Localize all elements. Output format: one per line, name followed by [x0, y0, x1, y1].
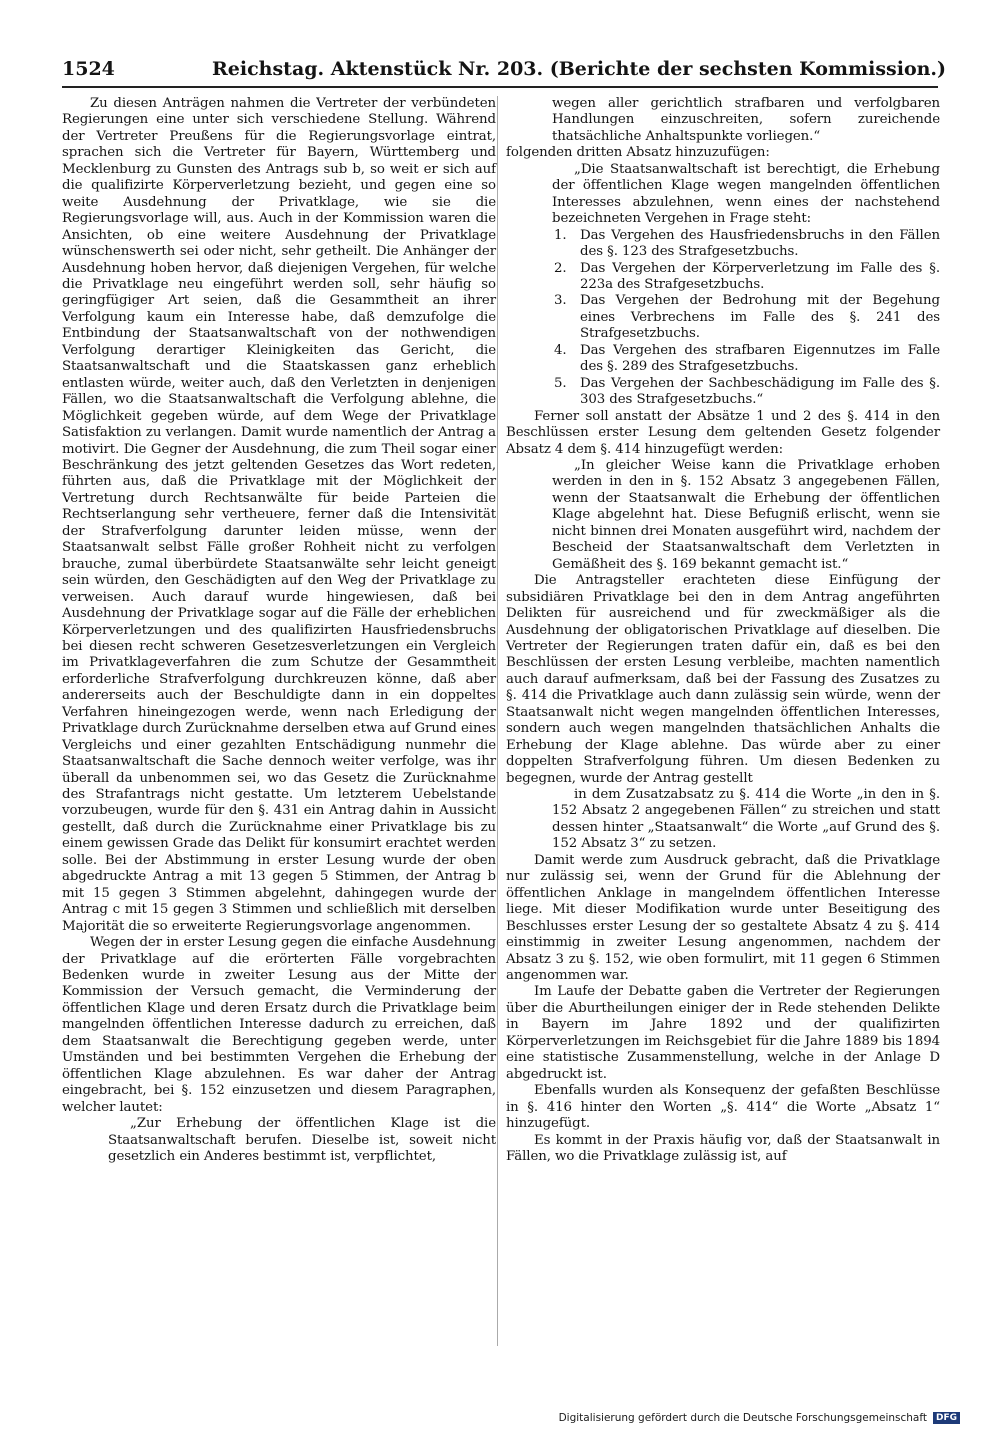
paragraph: Die Antragsteller erachteten diese Einfügung der subsidiären Privatklage bei den in dem Antrag angeführten Delikten für ausreichend und für zweckmäßiger als die Ausdehnung der obligatorischen Privatklage auf dieselben. Die Vertreter der Regierungen traten dafür ein, daß es bei den Beschlüssen der ersten Lesung verbleibe, machten namentlich auch darauf aufmerksam, daß bei der Fassung des Zusatzes zu §. 414 die Privatklage auch dann zulässig sein würde, wenn der Staatsanwalt nicht wegen mangelnden öffentlichen Interesses, sondern auch wegen mangelnden thatsächlichen Anhalts die Erhebung der Klage ablehne. Das würde aber zu einer doppelten Strafverfolgung führen. Um diesen Bedenken zu begegnen, wurde der Antrag gestellt — [506, 573, 940, 786]
right-column — [506, 96, 940, 1165]
list-item: 1. Das Vergehen des Hausfriedensbruchs in den Fällen des §. 123 des Strafgesetzbuchs. — [554, 227, 940, 260]
quotation: in dem Zusatzabsatz zu §. 414 die Worte „in den in §. 152 Absatz 2 angegebenen Fällen“ zu streichen und statt dessen hinter „Staatsanwalt“ die Worte „auf Grund des §. 152 Absatz 3“ zu setzen. — [552, 787, 940, 852]
quotation: „Die Staatsanwaltschaft ist berechtigt, die Erhebung der öffentlichen Klage wegen mangelnden öffentlichen Interesses abzulehnen, wenn eines der nachstehend bezeichneten Vergehen in Frage steht: — [552, 161, 940, 227]
paragraph: Wegen der in erster Lesung gegen die einfache Ausdehnung der Privatklage auf die erörterten Fälle vorgebrachten Bedenken wurde in zweiter Lesung aus der Mitte der Kommission der Versuch gemacht, die Verminderung der öffentlichen Klage und deren Ersatz durch die Privatklage beim mangelnden öffentlichen Interesse dadurch zu erreichen, daß dem Staatsanwalt die Berechtigung gegeben werde, unter Umständen und bei bestimmten Vergehen die Erhebung der öffentlichen Klage abzulehnen. Es war daher der Antrag eingebracht, bei §. 152 einzusetzen und diesem Paragraphen, welcher lautet: — [62, 935, 496, 1115]
running-title: Reichstag. Aktenstück Nr. 203. (Berichte der sechsten Kommission.) — [212, 58, 947, 80]
column-separator — [497, 96, 498, 1346]
quotation-continued: wegen aller gerichtlich strafbaren und verfolgbaren Handlungen einzuschreiten, sofern zureichende thatsächliche Anhaltspunkte vorliegen.“ — [552, 96, 940, 144]
paragraph: Zu diesen Anträgen nahmen die Vertreter der verbündeten Regierungen eine unter sich verschiedene Stellung. Während der Vertreter Preußens für die Regierungsvorlage eintrat, sprachen sich die Vertreter für Bayern, Württemberg und Mecklenburg zu Gunsten des Antrags sub b, so weit er sich auf die qualifizirte Körperverletzung bezieht, und gegen eine so weite Ausdehnung der Privatklage, wie sie die Regierungsvorlage will, aus. Auch in der Kommission waren die Ansichten, ob eine weitere Ausdehnung der Privatklage wünschenswerth sei oder nicht, sehr getheilt. Die Anhänger der Ausdehnung hoben hervor, daß diejenigen Vergehen, für welche die Privatklage neu eingeführt werden soll, sehr häufig so geringfügiger Art seien, daß die Gesammtheit an ihrer Verfolgung kaum ein Interesse habe, daß demzufolge die Entbindung der Staatsanwaltschaft von der nothwendigen Verfolgung derartiger Kleinigkeiten das Gericht, die Staatsanwaltschaft und die Staatskassen ganz erheblich entlasten würde, weiter auch, daß den Verletzten in denjenigen Fällen, wo die Staatsanwaltschaft die Verfolgung ablehne, die Möglichkeit gegeben würde, auf dem Wege der Privatklage Satisfaktion zu verlangen. Damit wurde namentlich der Antrag a motivirt. Die Gegner der Ausdehnung, die zum Theil sogar einer Beschränkung des jetzt geltenden Gesetzes das Wort redeten, führten aus, daß die Privatklage mit der Möglichkeit der Vertretung durch Rechtsanwälte für beide Parteien die Rechtserlangung sehr vertheuere, ferner daß die Intensivität der Strafverfolgung darunter leiden müsse, wenn der Staatsanwalt selbst Fälle großer Rohheit nicht zu verfolgen brauche, zumal überbürdete Staatsanwälte sehr leicht geneigt sein würden, den Geschädigten auf den Weg der Privatklage zu verweisen. Auch darauf wurde hingewiesen, daß bei Ausdehnung der Privatklage sogar auf die Fälle der erheblichen Körperverletzungen und des qualifizirten Hausfriedensbruchs bei diesen recht schweren Gesetzesverletzungen ein Vergleich im Privatklageverfahren die zum Schutze der Gesammtheit erforderliche Strafverfolgung durchkreuzen könne, daß aber andererseits auch der Beschuldigte dann in ein doppeltes Verfahren hineingezogen werde, wenn nach Erledigung der Privatklage durch Zurücknahme derselben etwa auf Grund eines Vergleichs und einer gezahlten Entschädigung nunmehr die Staatsanwaltschaft die Sache dennoch weiter verfolge, was ihr überall da unbenommen sei, wo das Gesetz die Zurücknahme des Strafantrags nicht gestatte. Um letzterem Uebelstande vorzubeugen, wurde für den §. 431 ein Antrag dahin in Aussicht gestellt, daß durch die Zurücknahme einer Privatklage bis zu einem gewissen Grade das Delikt für konsumirt erachtet werden solle. Bei der Abstimmung in erster Lesung wurde der oben abgedruckte Antrag a mit 13 gegen 5 Stimmen, der Antrag b mit 15 gegen 3 Stimmen abgelehnt, dahingegen wurde der Antrag c mit 15 gegen 3 Stimmen und schließlich mit derselben Majorität die so erweiterte Regierungsvorlage angenommen. — [62, 96, 496, 934]
paragraph: Damit werde zum Ausdruck gebracht, daß die Privatklage nur zulässig sei, wenn der Grund für die Ablehnung der öffentlichen Anklage in mangelndem öffentlichen Interesse liege. Mit dieser Modifikation wurde unter Beseitigung des Beschlusses erster Lesung der so gestaltete Absatz 4 zu §. 414 einstimmig in zweiter Lesung angenommen, nachdem der Absatz 3 zu §. 152, wie oben formulirt, mit 11 gegen 6 Stimmen angenommen war. — [506, 852, 940, 984]
paragraph: Es kommt in der Praxis häufig vor, daß der Staatsanwalt in Fällen, wo die Privatklage zulässig ist, auf — [506, 1132, 940, 1164]
paragraph: Ferner soll anstatt der Absätze 1 und 2 des §. 414 in den Beschlüssen erster Lesung dem geltenden Gesetz folgender Absatz 4 dem §. 414 hinzugefügt werden: — [506, 408, 940, 457]
digitization-credit — [559, 1410, 960, 1426]
paragraph: Ebenfalls wurden als Konsequenz der gefaßten Beschlüsse in §. 416 hinter den Worten „§. 414“ die Worte „Absatz 1“ hinzugefügt. — [506, 1083, 940, 1132]
left-column — [62, 96, 496, 1165]
list-item: 4. Das Vergehen des strafbaren Eigennutzes im Falle des §. 289 des Strafgesetzbuchs. — [554, 342, 940, 375]
quotation: „In gleicher Weise kann die Privatklage erhoben werden in den in §. 152 Absatz 3 angegebenen Fällen, wenn der Staatsanwalt die Erhebung der öffentlichen Klage abgelehnt hat. Diese Befugniß erlischt, wenn sie nicht binnen drei Monaten ausgeführt wird, nachdem der Bescheid der Staatsanwaltschaft dem Verletzten in Gemäßheit des §. 169 bekannt gemacht ist.“ — [552, 457, 940, 572]
paragraph: Im Laufe der Debatte gaben die Vertreter der Regierungen über die Aburtheilungen einiger der in Rede stehenden Delikte in Bayern im Jahre 1892 und der qualifizirten Körperverletzungen im Reichsgebiet für die Jahre 1889 bis 1894 eine statistische Zusammenstellung, welche in der Anlage D abgedruckt ist. — [506, 984, 940, 1082]
list-item: 2. Das Vergehen der Körperverletzung im Falle des §. 223a des Strafgesetzbuchs. — [554, 260, 940, 292]
quotation: „Zur Erhebung der öffentlichen Klage ist die Staatsanwaltschaft berufen. Dieselbe ist, soweit nicht gesetzlich ein Anderes bestimmt ist, verpflichtet, — [108, 1116, 496, 1164]
list-item: 3. Das Vergehen der Bedrohung mit der Begehung eines Verbrechens im Falle des §. 241 des Strafgesetzbuchs. — [554, 293, 940, 342]
offence-list — [554, 228, 940, 409]
paragraph: folgenden dritten Absatz hinzuzufügen: — [506, 145, 770, 161]
header-rule — [62, 86, 938, 88]
credit-text: Digitalisierung gefördert durch die Deutsche Forschungsgemeinschaft — [558, 1412, 927, 1424]
page-number: 1524 — [62, 58, 115, 80]
list-item: 5. Das Vergehen der Sachbeschädigung im Falle des §. 303 des Strafgesetzbuchs.“ — [554, 375, 940, 408]
page-header — [62, 58, 947, 88]
dfg-logo-icon: DFG — [933, 1412, 960, 1424]
